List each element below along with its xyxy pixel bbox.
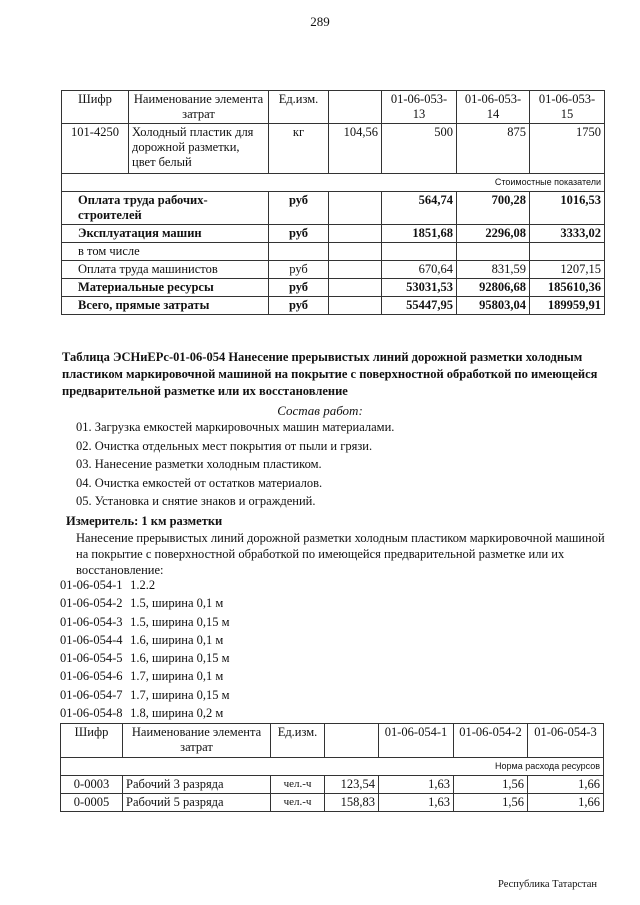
header-unit: Ед.изм. — [269, 91, 329, 124]
page-number: 289 — [310, 14, 330, 29]
cost-value-1: 53031,53 — [382, 279, 457, 297]
work-step: 03. Нанесение разметки холодным пластиком. — [76, 457, 322, 471]
code-text: 1.5, ширина 0,15 м — [130, 614, 230, 629]
code-text: 1.8, ширина 0,2 м — [130, 706, 224, 721]
code-item — [60, 704, 230, 722]
description: Нанесение прерывистых линий дорожной разметки холодным пластиком маркировочной машиной на покрытие с поверхностной обработкой по имеющейся предварительной разметке или их восстановление: — [76, 531, 605, 577]
code-id: 01-06-054-1 — [60, 578, 123, 592]
cost-value-3: 3333,02 — [530, 225, 605, 243]
header-name: Наименование элемента затрат — [123, 724, 271, 758]
cell-unit: чел.-ч — [271, 794, 325, 812]
cell-unit: чел.-ч — [271, 776, 325, 794]
code-item — [60, 649, 230, 667]
cell-value-2: 1,56 — [454, 794, 528, 812]
resource-table-054 — [60, 723, 604, 812]
section-row — [62, 174, 605, 192]
cost-name: Оплата труда рабочих-строителей — [62, 192, 269, 225]
code-id: 01-06-054-3 — [60, 614, 123, 629]
code-item — [60, 613, 230, 631]
cell-unit: кг — [269, 124, 329, 174]
code-id: 01-06-054-6 — [60, 669, 123, 684]
cost-empty — [329, 279, 382, 297]
code-item — [60, 631, 230, 649]
cost-value-1: 564,74 — [382, 192, 457, 225]
cost-unit — [269, 243, 329, 261]
work-step: 01. Загрузка емкостей маркировочных машин материалами. — [76, 420, 395, 434]
code-id: 01-06-054-2 — [60, 596, 123, 611]
cost-value-1: 55447,95 — [382, 297, 457, 315]
cell-price: 123,54 — [325, 776, 379, 794]
cost-empty — [329, 225, 382, 243]
cost-row — [62, 297, 605, 315]
cost-value-3 — [530, 243, 605, 261]
header-col-2: 01-06-053-14 — [457, 91, 530, 124]
cost-unit: руб — [269, 192, 329, 225]
table-header-row — [61, 724, 604, 758]
cost-empty — [329, 297, 382, 315]
table-row — [61, 794, 604, 812]
cell-value-3: 1750 — [530, 124, 605, 174]
cost-unit: руб — [269, 225, 329, 243]
section-label: Норма расхода ресурсов — [61, 758, 604, 776]
table-title: Таблица ЭСНиЕРс-01-06-054 Нанесение прерывистых линий дорожной разметки холодным пластиком маркировочной машиной на покрытие с поверхностной обработкой по имеющейся предварительной разметке или их восстановление — [62, 350, 598, 398]
cell-code: 101-4250 — [62, 124, 129, 174]
cell-value-3: 1,66 — [528, 794, 604, 812]
footer-region: Республика Татарстан — [498, 879, 598, 890]
cost-empty — [329, 243, 382, 261]
header-code: Шифр — [61, 724, 123, 758]
code-item — [60, 576, 230, 594]
cost-empty — [329, 192, 382, 225]
cell-value-1: 500 — [382, 124, 457, 174]
cost-row — [62, 261, 605, 279]
code-id: 01-06-054-4 — [60, 632, 123, 647]
cost-name: Всего, прямые затраты — [62, 297, 269, 315]
code-text: 1.6, ширина 0,15 м — [130, 651, 230, 666]
header-price — [325, 724, 379, 758]
cell-code: 0-0003 — [61, 776, 123, 794]
code-id: 01-06-054-8 — [60, 706, 123, 721]
code-id: 01-06-054-7 — [60, 687, 123, 702]
code-item — [60, 594, 230, 612]
code-text: 1.7, ширина 0,15 м — [130, 687, 230, 702]
meter-label: Измеритель: 1 км разметки — [66, 514, 223, 528]
header-col-3: 01-06-053-15 — [530, 91, 605, 124]
cell-name: Холодный пластик для дорожной разметки, цвет белый — [129, 124, 269, 174]
work-step: 02. Очистка отдельных мест покрытия от пыли и грязи. — [76, 438, 373, 453]
cost-name: в том числе — [62, 243, 269, 261]
codes-list — [60, 576, 230, 722]
cost-value-2: 700,28 — [457, 192, 530, 225]
cost-value-1 — [382, 243, 457, 261]
cost-value-3: 1207,15 — [530, 261, 605, 279]
section-label: Стоимостные показатели — [62, 174, 605, 192]
header-name: Наименование элемента затрат — [129, 91, 269, 124]
cell-price: 104,56 — [329, 124, 382, 174]
code-id: 01-06-054-5 — [60, 651, 123, 666]
header-col-1: 01-06-053-13 — [382, 91, 457, 124]
cost-row — [62, 192, 605, 225]
header-unit: Ед.изм. — [271, 724, 325, 758]
table-header-row — [62, 91, 605, 124]
cost-name: Оплата труда машинистов — [62, 261, 269, 279]
code-text: 1.2.2 — [130, 578, 156, 592]
code-text: 1.5, ширина 0,1 м — [130, 596, 224, 611]
code-text: 1.6, ширина 0,1 м — [130, 632, 224, 647]
cost-value-2: 92806,68 — [457, 279, 530, 297]
cell-price: 158,83 — [325, 794, 379, 812]
cost-value-2 — [457, 243, 530, 261]
section-row — [61, 758, 604, 776]
cost-value-3: 1016,53 — [530, 192, 605, 225]
header-price — [329, 91, 382, 124]
cost-empty — [329, 261, 382, 279]
cost-value-2: 831,59 — [457, 261, 530, 279]
cost-name: Эксплуатация машин — [62, 225, 269, 243]
resource-table-053 — [61, 90, 605, 315]
table-row — [61, 776, 604, 794]
cell-value-1: 1,63 — [379, 794, 454, 812]
cost-value-3: 189959,91 — [530, 297, 605, 315]
composition-heading: Состав работ: — [277, 403, 363, 418]
header-col-1: 01-06-054-1 — [379, 724, 454, 758]
cost-value-1: 1851,68 — [382, 225, 457, 243]
cell-value-2: 1,56 — [454, 776, 528, 794]
cost-row — [62, 225, 605, 243]
cost-row — [62, 279, 605, 297]
header-col-3: 01-06-054-3 — [528, 724, 604, 758]
cost-unit: руб — [269, 279, 329, 297]
cost-row — [62, 243, 605, 261]
code-item — [60, 686, 230, 704]
table-row — [62, 124, 605, 174]
cell-value-1: 1,63 — [379, 776, 454, 794]
code-item — [60, 667, 230, 685]
cell-name: Рабочий 5 разряда — [123, 794, 271, 812]
cell-name: Рабочий 3 разряда — [123, 776, 271, 794]
cell-value-2: 875 — [457, 124, 530, 174]
cell-value-3: 1,66 — [528, 776, 604, 794]
work-steps-list — [76, 418, 394, 511]
header-code: Шифр — [62, 91, 129, 124]
code-text: 1.7, ширина 0,1 м — [130, 669, 224, 684]
cost-value-3: 185610,36 — [530, 279, 605, 297]
cost-unit: руб — [269, 261, 329, 279]
header-col-2: 01-06-054-2 — [454, 724, 528, 758]
cost-unit: руб — [269, 297, 329, 315]
cost-name: Материальные ресурсы — [62, 279, 269, 297]
work-step: 04. Очистка емкостей от остатков материалов. — [76, 475, 323, 490]
cost-value-1: 670,64 — [382, 261, 457, 279]
work-step: 05. Установка и снятие знаков и ограждений. — [76, 494, 316, 508]
cost-value-2: 95803,04 — [457, 297, 530, 315]
cell-code: 0-0005 — [61, 794, 123, 812]
cost-value-2: 2296,08 — [457, 225, 530, 243]
